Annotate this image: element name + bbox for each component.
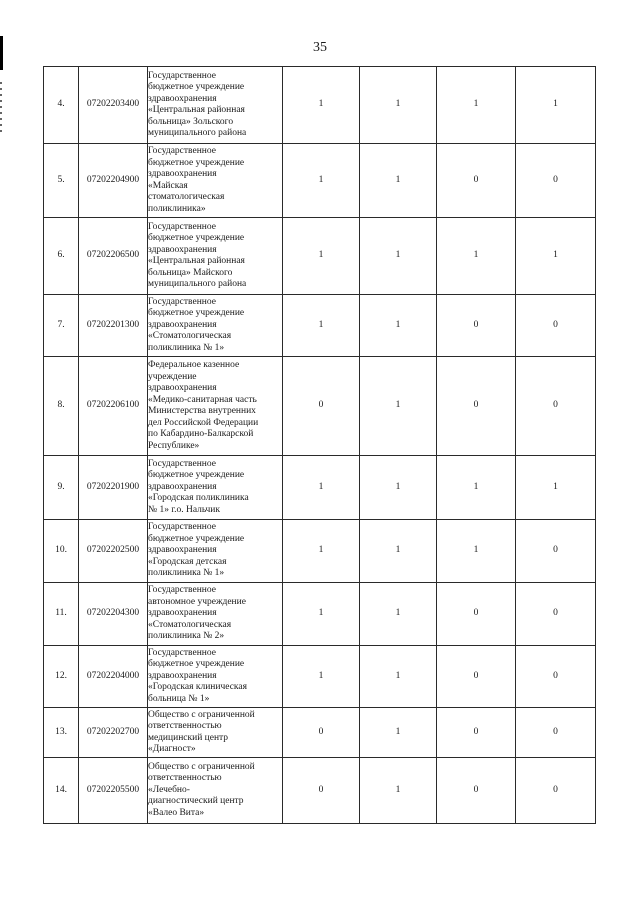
table-row — [44, 708, 596, 758]
row-number: 11. — [44, 583, 79, 646]
table-row — [44, 67, 596, 144]
row-name: Государственное бюджетное учреждение здравоохранения «Центральная районная больница» Майского муниципального района — [148, 218, 283, 295]
row-name: Общество с ограниченной ответственностью «Лечебно- диагностический центр «Валео Вита» — [148, 758, 283, 824]
row-name: Федеральное казенное учреждение здравоохранения «Медико-санитарная часть Министерства внутренних дел Российской Федерации по Кабардино-Балкарской Республике» — [148, 357, 283, 456]
row-value-3: 0 — [437, 708, 516, 758]
table-body — [44, 67, 596, 824]
row-value-1: 1 — [283, 646, 360, 708]
row-value-3: 1 — [437, 67, 516, 144]
row-value-2: 1 — [360, 218, 437, 295]
row-value-4: 0 — [516, 144, 596, 218]
row-value-1: 1 — [283, 144, 360, 218]
row-value-3: 0 — [437, 758, 516, 824]
row-name: Государственное бюджетное учреждение здравоохранения «Городская поликлиника № 1» г.о. Нальчик — [148, 456, 283, 520]
row-value-1: 1 — [283, 218, 360, 295]
row-name: Государственное бюджетное учреждение здравоохранения «Центральная районная больница» Зольского муниципального района — [148, 67, 283, 144]
row-value-2: 1 — [360, 520, 437, 583]
table-row — [44, 295, 596, 357]
row-value-4: 1 — [516, 218, 596, 295]
row-number: 13. — [44, 708, 79, 758]
table-row — [44, 456, 596, 520]
row-value-1: 1 — [283, 520, 360, 583]
row-number: 12. — [44, 646, 79, 708]
table-row — [44, 646, 596, 708]
row-value-3: 0 — [437, 583, 516, 646]
row-name: Государственное автономное учреждение здравоохранения «Стоматологическая поликлиника № 2» — [148, 583, 283, 646]
row-value-4: 0 — [516, 295, 596, 357]
facilities-table — [43, 66, 596, 824]
row-value-2: 1 — [360, 144, 437, 218]
row-value-2: 1 — [360, 758, 437, 824]
row-number: 8. — [44, 357, 79, 456]
row-number: 9. — [44, 456, 79, 520]
row-number: 6. — [44, 218, 79, 295]
row-code: 07202201300 — [79, 295, 148, 357]
row-value-1: 0 — [283, 758, 360, 824]
row-code: 07202204300 — [79, 583, 148, 646]
row-value-2: 1 — [360, 708, 437, 758]
row-name: Государственное бюджетное учреждение здравоохранения «Городская детская поликлиника № 1» — [148, 520, 283, 583]
row-name: Государственное бюджетное учреждение здравоохранения «Городская клиническая больница № 1» — [148, 646, 283, 708]
table-row — [44, 144, 596, 218]
table-row — [44, 357, 596, 456]
row-value-2: 1 — [360, 456, 437, 520]
row-code: 07202203400 — [79, 67, 148, 144]
row-value-1: 1 — [283, 295, 360, 357]
row-name: Государственное бюджетное учреждение здравоохранения «Майская стоматологическая поликлиника» — [148, 144, 283, 218]
row-value-4: 1 — [516, 67, 596, 144]
row-value-1: 1 — [283, 456, 360, 520]
row-value-3: 0 — [437, 357, 516, 456]
row-number: 5. — [44, 144, 79, 218]
row-value-4: 0 — [516, 646, 596, 708]
row-value-4: 0 — [516, 758, 596, 824]
row-code: 07202206100 — [79, 357, 148, 456]
row-number: 14. — [44, 758, 79, 824]
row-value-1: 1 — [283, 67, 360, 144]
row-value-1: 1 — [283, 583, 360, 646]
row-value-4: 1 — [516, 456, 596, 520]
row-value-1: 0 — [283, 708, 360, 758]
scan-edge-dots — [0, 82, 2, 132]
row-code: 07202205500 — [79, 758, 148, 824]
row-number: 7. — [44, 295, 79, 357]
row-value-3: 1 — [437, 456, 516, 520]
row-number: 10. — [44, 520, 79, 583]
row-value-4: 0 — [516, 708, 596, 758]
row-name: Общество с ограниченной ответственностью медицинский центр «Диагност» — [148, 708, 283, 758]
row-value-4: 0 — [516, 357, 596, 456]
row-value-1: 0 — [283, 357, 360, 456]
table-row — [44, 520, 596, 583]
row-value-3: 1 — [437, 218, 516, 295]
table-row — [44, 758, 596, 824]
table-row — [44, 218, 596, 295]
row-value-2: 1 — [360, 295, 437, 357]
page-number: 35 — [313, 40, 327, 55]
row-value-4: 0 — [516, 520, 596, 583]
row-value-3: 1 — [437, 520, 516, 583]
table-row — [44, 583, 596, 646]
row-code: 07202204900 — [79, 144, 148, 218]
row-value-2: 1 — [360, 67, 437, 144]
row-value-3: 0 — [437, 144, 516, 218]
row-code: 07202201900 — [79, 456, 148, 520]
row-value-3: 0 — [437, 295, 516, 357]
row-code: 07202206500 — [79, 218, 148, 295]
row-code: 07202202700 — [79, 708, 148, 758]
row-value-3: 0 — [437, 646, 516, 708]
row-value-2: 1 — [360, 357, 437, 456]
row-code: 07202202500 — [79, 520, 148, 583]
row-value-2: 1 — [360, 583, 437, 646]
row-name: Государственное бюджетное учреждение здравоохранения «Стоматологическая поликлиника № 1» — [148, 295, 283, 357]
row-value-2: 1 — [360, 646, 437, 708]
row-code: 07202204000 — [79, 646, 148, 708]
row-number: 4. — [44, 67, 79, 144]
row-value-4: 0 — [516, 583, 596, 646]
